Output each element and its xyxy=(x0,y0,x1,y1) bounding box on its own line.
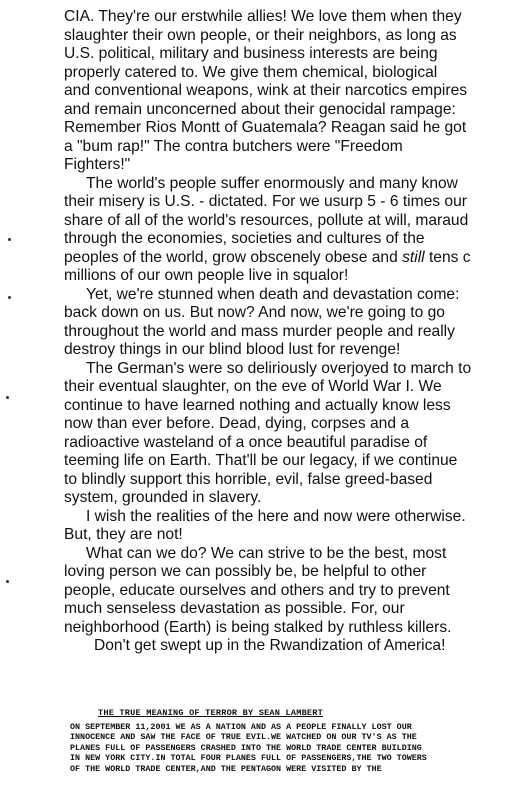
article-title: THE TRUE MEANING OF TERROR BY SEAN LAMBERT xyxy=(98,708,323,718)
body-line: CIA. They're our erstwhile allies! We love them when they xyxy=(64,8,462,25)
body-line: radioactive wasteland of a once beautiful paradise of xyxy=(64,433,428,451)
article-line: IN NEW YORK CITY.IN TOTAL FOUR PLANES FULL OF PASSENGERS,THE TWO TOWERS xyxy=(70,753,427,764)
body-line: now than ever before. Dead, dying, corpses and a xyxy=(64,415,410,432)
body-line: What can we do? We can strive to be the best, most xyxy=(86,544,447,562)
body-line: back down on us. But now? And now, we're going to go xyxy=(64,304,445,321)
article-line: PLANES FULL OF PASSENGERS CRASHED INTO THE WORLD TRADE CENTER BUILDING xyxy=(70,742,422,753)
body-line: But, they are not! xyxy=(64,526,183,543)
body-line: peoples of the world, grow obscenely obese and still tens c xyxy=(64,248,471,266)
body-line: Don't get swept up in the Rwandization of America! xyxy=(94,637,446,654)
body-line: their eventual slaughter, on the eve of World War I. We xyxy=(64,378,442,395)
body-line: continue to have learned nothing and actually know less xyxy=(64,396,451,414)
margin-mark xyxy=(6,580,9,583)
body-line: to blindly support this horrible, evil, false greed-based xyxy=(64,470,433,488)
body-line: share of all of the world's resources, pollute at will, maraud xyxy=(64,211,469,229)
emphasis: still xyxy=(402,248,425,266)
article-body xyxy=(70,722,522,774)
article-line: ON SEPTEMBER 11,2001 WE AS A NATION AND AS A PEOPLE FINALLY LOST OUR xyxy=(70,722,412,732)
body-line: properly catered to. We give them chemical, biological xyxy=(64,63,438,81)
body-line: throughout the world and mass murder people and really xyxy=(64,322,455,340)
body-line: through the economies, societies and cultures of the xyxy=(64,230,425,247)
body-line: Yet, we're stunned when death and devastation come: xyxy=(86,285,460,303)
body-line: system, grounded in slavery. xyxy=(64,489,262,506)
body-line: and conventional weapons, wink at their narcotics empires xyxy=(64,82,468,99)
body-line: I wish the realities of the here and now were otherwise. xyxy=(86,507,466,525)
article-line: INNOCENCE AND SAW THE FACE OF TRUE EVIL.WE WATCHED ON OUR TV'S AS THE xyxy=(70,732,417,743)
body-line: Remember Rios Montt of Guatemala? Reagan said he got xyxy=(64,119,467,136)
body-line: and remain unconcerned about their genocidal rampage: xyxy=(64,100,456,118)
body-line: destroy things in our blind blood lust for revenge! xyxy=(64,341,401,358)
margin-mark xyxy=(8,296,11,299)
body-line: U.S. political, military and business interests are being xyxy=(64,45,438,62)
margin-mark xyxy=(8,238,11,241)
body-line: Fighters!" xyxy=(64,156,131,173)
essay-body xyxy=(64,8,522,656)
body-line: neighborhood (Earth) is being stalked by ruthless killers. xyxy=(64,618,452,636)
body-line: much senseless devastation as possible. For, our xyxy=(64,600,405,617)
margin-mark xyxy=(6,396,9,399)
body-line: The world's people suffer enormously and many know xyxy=(86,174,458,192)
body-line: The German's were so deliriously overjoyed to march to xyxy=(86,359,472,377)
article-line: OF THE WORLD TRADE CENTER,AND THE PENTAGON WERE VISITED BY THE xyxy=(70,763,382,774)
body-line: a "bum rap!" The contra butchers were "Freedom xyxy=(64,137,403,155)
body-line: people, educate ourselves and others and try to prevent xyxy=(64,581,450,599)
body-line: teeming life on Earth. That'll be our legacy, if we continue xyxy=(64,452,458,469)
body-line: their misery is U.S. - dictated. For we usurp 5 - 6 times our xyxy=(64,193,467,210)
body-line: slaughter their own people, or their neighbors, as long as xyxy=(64,26,457,44)
body-line: loving person we can possibly be, be helpful to other xyxy=(64,563,427,580)
body-line: millions of our own people live in squalor! xyxy=(64,267,349,284)
